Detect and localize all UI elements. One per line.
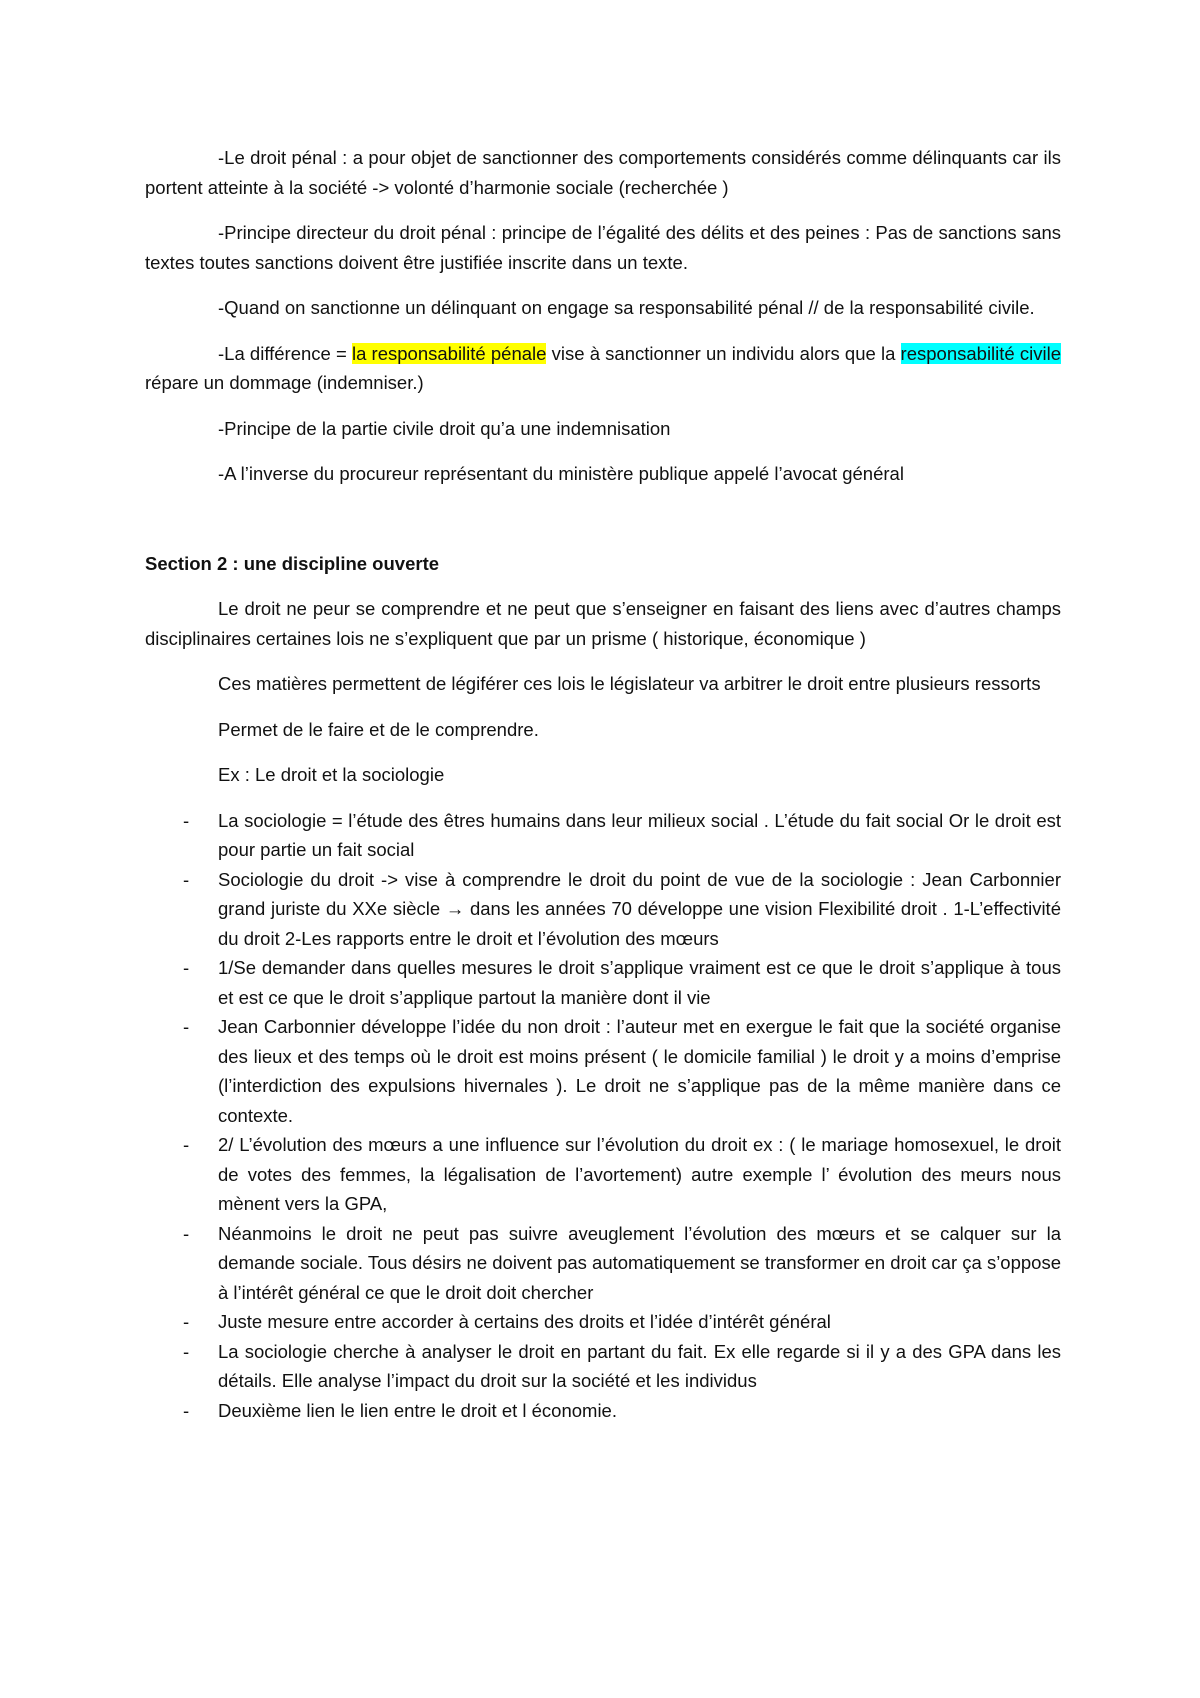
bullet-dash: -	[183, 868, 190, 890]
bullet-dash: -	[183, 1222, 190, 1244]
bullet-dash: -	[183, 1340, 190, 1362]
list-item-text: Deuxième lien le lien entre le droit et l économie.	[218, 1399, 617, 1421]
list-item-text: dans les années 70 développe une vision Flexibilité droit . 1-L’effectivité du droit 2-Les rapports entre le droit et l’évolution des mœurs	[218, 898, 1061, 949]
bullet-dash: -	[183, 957, 190, 978]
paragraph-matieres: Ces matières permettent de légiférer ces lois le législateur va arbitrer le droit entre plusieurs ressorts	[218, 673, 1041, 694]
list-item	[145, 1130, 1061, 1219]
list-item-text: La sociologie cherche à analyser le droit en partant du fait. Ex elle regarde si il y a des GPA dans les détails. Elle analyse l’impact du droit sur la société et les individus	[218, 1340, 1061, 1391]
document-body	[145, 143, 1061, 1425]
text-segment: répare un dommage (indemniser.)	[145, 372, 424, 393]
text-segment: vise à sanctionner un individu alors que la	[546, 342, 901, 364]
list-item-text: La sociologie = l’étude des êtres humains dans leur milieux social . L’étude du fait social Or le droit est pour partie un fait social	[218, 809, 1061, 860]
paragraph-principe-directeur: -Principe directeur du droit pénal : principe de l’égalité des délits et des peines : Pas de sanctions sans textes toutes sanctions doivent être justifiée inscrite dans un texte.	[145, 222, 1061, 273]
list-item-text: Néanmoins le droit ne peut pas suivre aveuglement l’évolution des mœurs et se calquer sur la demande sociale. Tous désirs ne doivent pas automatiquement se transformer en droit car ça s’oppose à l’intérêt général ce que le droit doit chercher	[218, 1222, 1061, 1303]
highlight-cyan: responsabilité civile	[900, 342, 1061, 364]
list-item-text: 2/ L’évolution des mœurs a une influence sur l’évolution du droit ex : ( le mariage homosexuel, le droit de votes des femmes, la légalisation de l’avortement) autre exemple l’ évolution des meurs nous mènent vers la GPA,	[218, 1134, 1061, 1214]
arrow-right-icon: →	[445, 898, 465, 919]
bullet-list	[145, 806, 1061, 1426]
list-item	[145, 1337, 1061, 1396]
list-item	[145, 1307, 1061, 1337]
list-item-text: Sociologie du droit -> vise à comprendre le droit du point de vue de la sociologie : Jean Carbonnier grand juriste du XXe siècle	[218, 868, 1061, 919]
bullet-dash: -	[183, 1311, 190, 1332]
paragraph-discipline-ouverte: Le droit ne peur se comprendre et ne peut que s’enseigner en faisant des liens avec d’autres champs disciplinaires certaines lois ne s’expliquent que par un prisme ( historique, économique )	[145, 598, 1061, 649]
list-item-text: 1/Se demander dans quelles mesures le droit s’applique vraiment est ce que le droit s’applique à tous et est ce que le droit s’applique partout la manière dont il vie	[218, 957, 1061, 1008]
bullet-dash: -	[183, 809, 190, 831]
bullet-dash: -	[183, 1016, 190, 1037]
list-item	[145, 1219, 1061, 1308]
section-heading: Section 2 : une discipline ouverte	[145, 552, 440, 574]
paragraph-exemple: Ex : Le droit et la sociologie	[218, 764, 445, 785]
paragraph-avocat-general: -A l’inverse du procureur représentant du ministère publique appelé l’avocat général	[218, 463, 904, 484]
paragraph-droit-penal: -Le droit pénal : a pour objet de sanctionner des comportements considérés comme délinquants car ils portent atteinte à la société -> volonté d’harmonie sociale (recherchée )	[145, 147, 1061, 198]
list-item	[145, 806, 1061, 865]
highlight-yellow: la responsabilité pénale	[351, 342, 547, 364]
paragraph-difference	[145, 339, 1061, 398]
bullet-dash: -	[183, 1399, 190, 1421]
list-item	[145, 1012, 1061, 1130]
text-segment: -La différence =	[218, 342, 352, 364]
paragraph-partie-civile: -Principe de la partie civile droit qu’a une indemnisation	[218, 417, 671, 439]
list-item-text: Jean Carbonnier développe l’idée du non droit : l’auteur met en exergue le fait que la société organise des lieux et des temps où le droit est moins présent ( le domicile familial ) le droit y a moins d’emprise (l’interdiction des expulsions hivernales ). Le droit ne s’applique pas de la même manière dans ce contexte.	[218, 1016, 1061, 1126]
list-item	[145, 865, 1061, 954]
paragraph-permet: Permet de le faire et de le comprendre.	[218, 718, 539, 740]
list-item	[145, 953, 1061, 1012]
list-item	[145, 1396, 1061, 1426]
bullet-dash: -	[183, 1134, 190, 1155]
list-item-text: Juste mesure entre accorder à certains des droits et l’idée d’intérêt général	[218, 1311, 831, 1332]
paragraph-responsabilite-penal: -Quand on sanctionne un délinquant on engage sa responsabilité pénal // de la responsabilité civile.	[218, 297, 1035, 318]
